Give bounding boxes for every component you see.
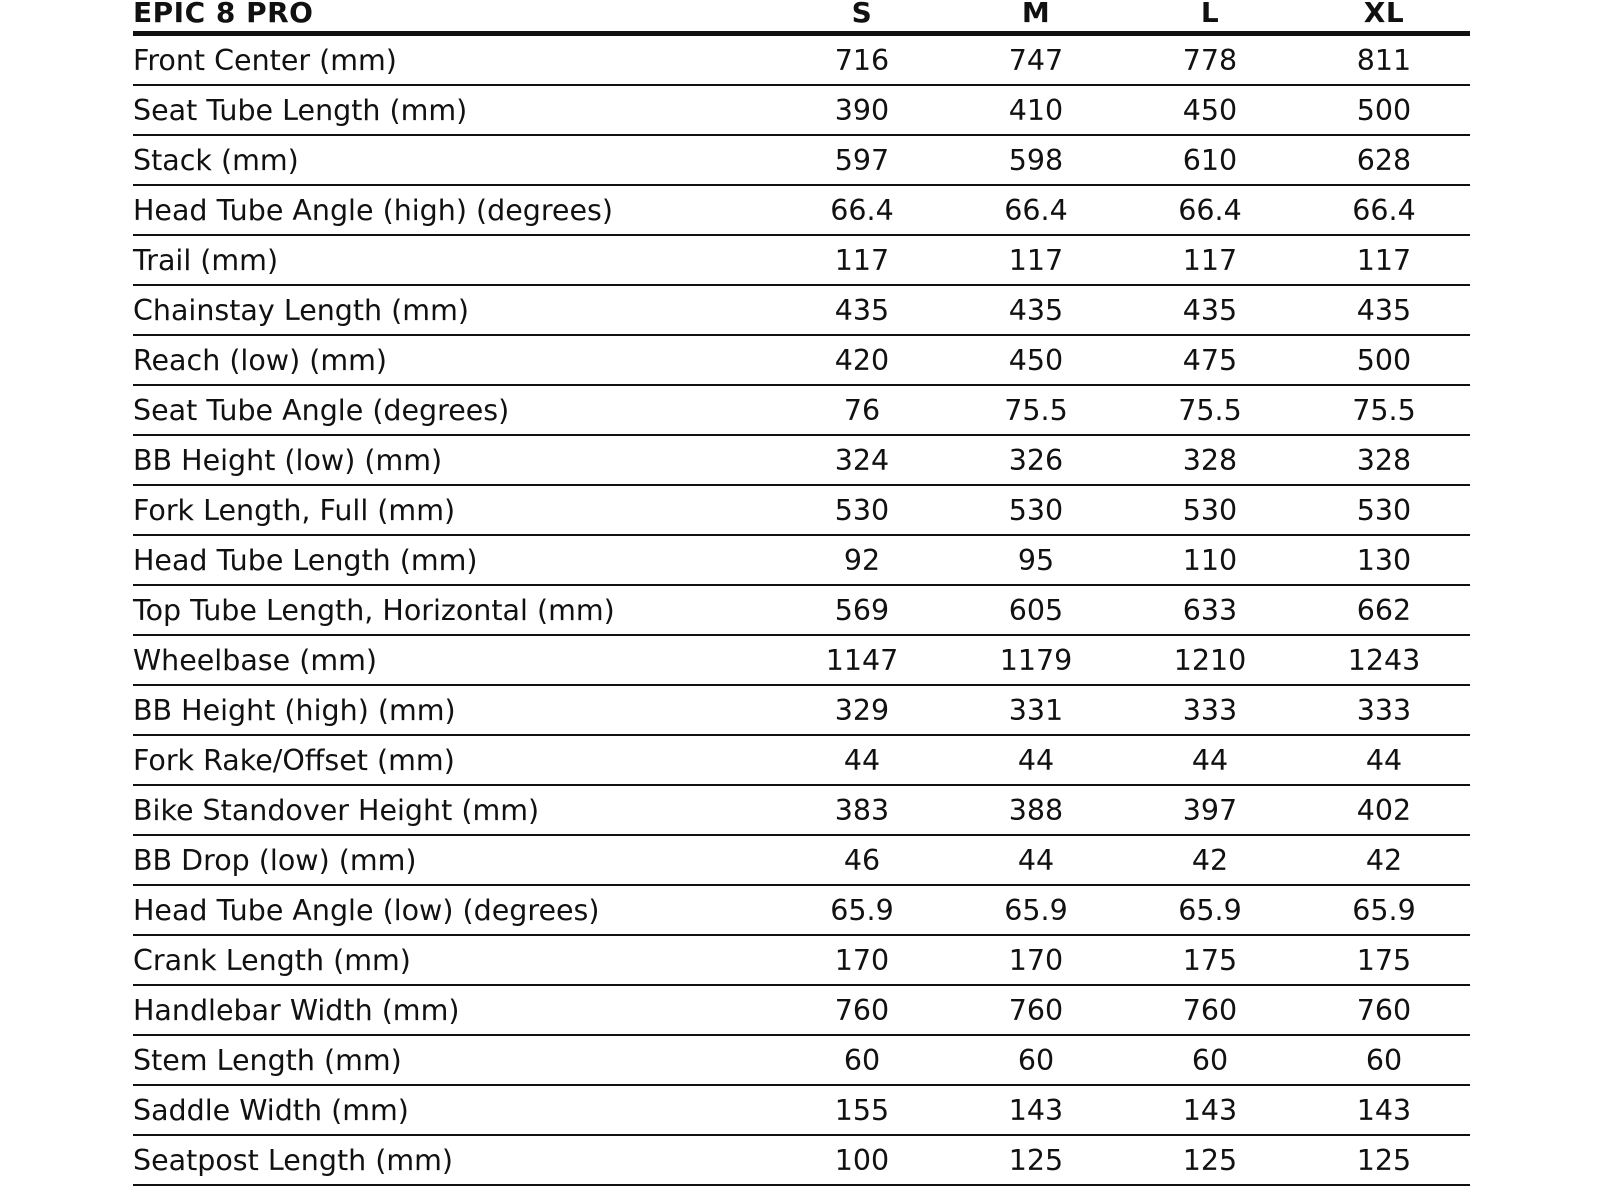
- value-cell-xl: 530: [1356, 494, 1412, 527]
- row-label: BB Height (high) (mm): [133, 694, 456, 727]
- value-cell-xl: 65.9: [1352, 894, 1416, 927]
- row-label: Top Tube Length, Horizontal (mm): [133, 594, 615, 627]
- value-cell-s: 155: [834, 1094, 890, 1127]
- value-cell-s: 170: [834, 944, 890, 977]
- row-label: Crank Length (mm): [133, 944, 411, 977]
- value-cell-s: 390: [834, 94, 890, 127]
- row-label: Handlebar Width (mm): [133, 994, 460, 1027]
- value-cell-l: 65.9: [1178, 894, 1242, 927]
- value-cell-l: 60: [1191, 1044, 1229, 1077]
- row-label: Seatpost Length (mm): [133, 1144, 453, 1177]
- value-cell-l: 125: [1182, 1144, 1238, 1177]
- value-cell-s: 65.9: [830, 894, 894, 927]
- row-label: Head Tube Length (mm): [133, 544, 478, 577]
- table-row: [133, 236, 1470, 286]
- value-cell-l: 633: [1182, 594, 1238, 627]
- value-cell-m: 747: [1008, 44, 1064, 77]
- value-cell-m: 598: [1008, 144, 1064, 177]
- row-label: Wheelbase (mm): [133, 644, 377, 677]
- value-cell-m: 66.4: [1004, 194, 1068, 227]
- table-header-row: [133, 0, 1470, 36]
- value-cell-l: 760: [1182, 994, 1238, 1027]
- value-cell-s: 76: [843, 394, 881, 427]
- value-cell-m: 44: [1017, 744, 1055, 777]
- value-cell-m: 143: [1008, 1094, 1064, 1127]
- value-cell-xl: 500: [1356, 344, 1412, 377]
- value-cell-xl: 42: [1365, 844, 1403, 877]
- size-header-l: L: [1200, 0, 1220, 29]
- table-row: [133, 486, 1470, 536]
- value-cell-xl: 143: [1356, 1094, 1412, 1127]
- value-cell-l: 143: [1182, 1094, 1238, 1127]
- value-cell-s: 66.4: [830, 194, 894, 227]
- value-cell-s: 324: [834, 444, 890, 477]
- value-cell-xl: 1243: [1347, 644, 1421, 677]
- value-cell-s: 100: [834, 1144, 890, 1177]
- table-row: [133, 136, 1470, 186]
- value-cell-l: 75.5: [1178, 394, 1242, 427]
- table-row: [133, 936, 1470, 986]
- value-cell-xl: 44: [1365, 744, 1403, 777]
- value-cell-l: 42: [1191, 844, 1229, 877]
- value-cell-s: 329: [834, 694, 890, 727]
- geometry-table: [133, 0, 1470, 1186]
- value-cell-xl: 125: [1356, 1144, 1412, 1177]
- value-cell-s: 60: [843, 1044, 881, 1077]
- table-row: [133, 186, 1470, 236]
- row-label: BB Drop (low) (mm): [133, 844, 417, 877]
- value-cell-m: 410: [1008, 94, 1064, 127]
- table-row: [133, 986, 1470, 1036]
- value-cell-l: 110: [1182, 544, 1238, 577]
- row-label: Stack (mm): [133, 144, 299, 177]
- row-label: Head Tube Angle (low) (degrees): [133, 894, 600, 927]
- value-cell-m: 326: [1008, 444, 1064, 477]
- table-row: [133, 886, 1470, 936]
- value-cell-s: 530: [834, 494, 890, 527]
- value-cell-s: 92: [843, 544, 881, 577]
- value-cell-l: 397: [1182, 794, 1238, 827]
- value-cell-m: 60: [1017, 1044, 1055, 1077]
- value-cell-xl: 130: [1356, 544, 1412, 577]
- value-cell-xl: 500: [1356, 94, 1412, 127]
- row-label: Trail (mm): [133, 244, 279, 277]
- value-cell-xl: 760: [1356, 994, 1412, 1027]
- row-label: Fork Length, Full (mm): [133, 494, 456, 527]
- table-row: [133, 386, 1470, 436]
- value-cell-l: 328: [1182, 444, 1238, 477]
- size-header-xl: XL: [1363, 0, 1405, 29]
- value-cell-l: 175: [1182, 944, 1238, 977]
- value-cell-s: 420: [834, 344, 890, 377]
- value-cell-l: 435: [1182, 294, 1238, 327]
- row-label: Bike Standover Height (mm): [133, 794, 540, 827]
- value-cell-l: 117: [1182, 244, 1238, 277]
- value-cell-l: 66.4: [1178, 194, 1242, 227]
- value-cell-m: 388: [1008, 794, 1064, 827]
- row-label: Saddle Width (mm): [133, 1094, 409, 1127]
- value-cell-m: 170: [1008, 944, 1064, 977]
- value-cell-s: 44: [843, 744, 881, 777]
- table-row: [133, 836, 1470, 886]
- value-cell-xl: 333: [1356, 694, 1412, 727]
- row-label: Stem Length (mm): [133, 1044, 402, 1077]
- value-cell-xl: 435: [1356, 294, 1412, 327]
- value-cell-l: 1210: [1173, 644, 1247, 677]
- value-cell-m: 95: [1017, 544, 1055, 577]
- table-row: [133, 436, 1470, 486]
- value-cell-s: 569: [834, 594, 890, 627]
- value-cell-s: 716: [834, 44, 890, 77]
- table-row: [133, 1086, 1470, 1136]
- row-label: Fork Rake/Offset (mm): [133, 744, 455, 777]
- row-label: Chainstay Length (mm): [133, 294, 469, 327]
- value-cell-xl: 402: [1356, 794, 1412, 827]
- value-cell-s: 383: [834, 794, 890, 827]
- value-cell-l: 610: [1182, 144, 1238, 177]
- table-row: [133, 1036, 1470, 1086]
- value-cell-xl: 60: [1365, 1044, 1403, 1077]
- value-cell-m: 1179: [999, 644, 1073, 677]
- value-cell-l: 333: [1182, 694, 1238, 727]
- value-cell-m: 760: [1008, 994, 1064, 1027]
- value-cell-l: 475: [1182, 344, 1238, 377]
- table-body: [133, 36, 1470, 1186]
- value-cell-m: 450: [1008, 344, 1064, 377]
- value-cell-m: 435: [1008, 294, 1064, 327]
- value-cell-m: 605: [1008, 594, 1064, 627]
- value-cell-xl: 628: [1356, 144, 1412, 177]
- value-cell-m: 65.9: [1004, 894, 1068, 927]
- value-cell-l: 530: [1182, 494, 1238, 527]
- value-cell-s: 760: [834, 994, 890, 1027]
- value-cell-s: 46: [843, 844, 881, 877]
- row-label: BB Height (low) (mm): [133, 444, 443, 477]
- value-cell-m: 44: [1017, 844, 1055, 877]
- table-row: [133, 286, 1470, 336]
- table-row: [133, 86, 1470, 136]
- table-title: EPIC 8 PRO: [133, 0, 314, 29]
- table-row: [133, 686, 1470, 736]
- value-cell-xl: 662: [1356, 594, 1412, 627]
- row-label: Front Center (mm): [133, 44, 397, 77]
- table-row: [133, 736, 1470, 786]
- value-cell-m: 530: [1008, 494, 1064, 527]
- value-cell-m: 125: [1008, 1144, 1064, 1177]
- value-cell-m: 331: [1008, 694, 1064, 727]
- value-cell-s: 117: [834, 244, 890, 277]
- row-label: Reach (low) (mm): [133, 344, 388, 377]
- table-row: [133, 536, 1470, 586]
- table-row: [133, 36, 1470, 86]
- value-cell-m: 117: [1008, 244, 1064, 277]
- value-cell-s: 1147: [825, 644, 899, 677]
- table-row: [133, 636, 1470, 686]
- value-cell-l: 450: [1182, 94, 1238, 127]
- table-row: [133, 1136, 1470, 1186]
- value-cell-m: 75.5: [1004, 394, 1068, 427]
- value-cell-l: 778: [1182, 44, 1238, 77]
- row-label: Seat Tube Length (mm): [133, 94, 468, 127]
- value-cell-xl: 175: [1356, 944, 1412, 977]
- value-cell-l: 44: [1191, 744, 1229, 777]
- table-row: [133, 786, 1470, 836]
- size-header-s: S: [851, 0, 873, 29]
- value-cell-xl: 328: [1356, 444, 1412, 477]
- row-label: Head Tube Angle (high) (degrees): [133, 194, 613, 227]
- value-cell-xl: 75.5: [1352, 394, 1416, 427]
- size-header-m: M: [1021, 0, 1051, 29]
- value-cell-xl: 66.4: [1352, 194, 1416, 227]
- value-cell-xl: 117: [1356, 244, 1412, 277]
- value-cell-s: 435: [834, 294, 890, 327]
- row-label: Seat Tube Angle (degrees): [133, 394, 510, 427]
- value-cell-xl: 811: [1356, 44, 1412, 77]
- table-row: [133, 336, 1470, 386]
- value-cell-s: 597: [834, 144, 890, 177]
- table-row: [133, 586, 1470, 636]
